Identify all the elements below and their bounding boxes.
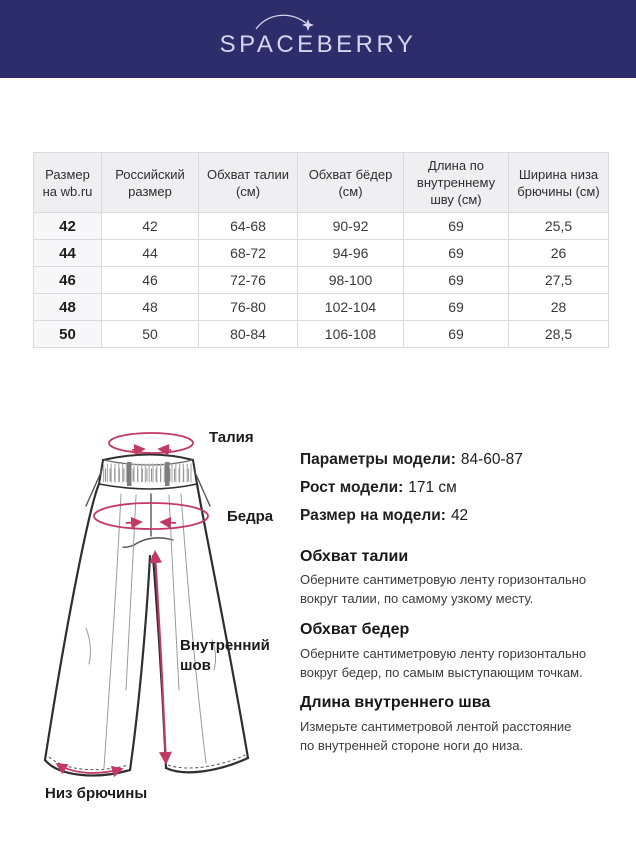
size-cell: 44: [34, 240, 102, 267]
table-row: [34, 321, 609, 348]
model-params-line: [300, 446, 630, 474]
hips-label: Бедра: [227, 508, 274, 525]
inseam-instruction-title: Длина внутреннего шва: [300, 694, 491, 711]
size-cell: 72-76: [199, 267, 298, 294]
waist-instruction-text: Оберните сантиметровую ленту горизонтально вокруг талии, по самому узкому месту.: [300, 572, 587, 606]
size-cell: 69: [404, 240, 509, 267]
model-size-line: [300, 502, 630, 530]
waist-label: Талия: [209, 429, 254, 446]
column-header-wb-size: Размер на wb.ru: [34, 153, 102, 213]
model-height-label: Рост модели:: [300, 479, 404, 496]
model-info-block: [300, 446, 630, 530]
hem-label: Низ брючины: [45, 785, 148, 802]
brand-banner: [0, 0, 636, 78]
size-cell: 50: [34, 321, 102, 348]
brand-logo: [220, 19, 417, 59]
column-header-ru-size: Российский размер: [102, 153, 199, 213]
size-cell: 90-92: [298, 213, 404, 240]
size-cell: 46: [34, 267, 102, 294]
size-cell: 69: [404, 294, 509, 321]
column-header-waist: Обхват талии (см): [199, 153, 298, 213]
size-cell: 42: [102, 213, 199, 240]
model-height-line: [300, 474, 630, 502]
size-cell: 44: [102, 240, 199, 267]
table-row: [34, 267, 609, 294]
model-params-label: Параметры модели:: [300, 451, 456, 468]
table-row: [34, 294, 609, 321]
size-table-body: [34, 213, 609, 348]
size-cell: 48: [102, 294, 199, 321]
inseam-label: Внутренний шов: [180, 637, 270, 674]
size-cell: 28,5: [509, 321, 609, 348]
model-params-value: 84-60-87: [460, 451, 523, 468]
column-header-inseam: Длина по внутреннему шву (см): [404, 153, 509, 213]
header-row: [34, 153, 609, 213]
brand-name: SPACEBERRY: [219, 31, 417, 58]
size-cell: 64-68: [199, 213, 298, 240]
model-height-value: 171 см: [408, 479, 457, 496]
shooting-star-icon: [252, 9, 318, 37]
size-cell: 28: [509, 294, 609, 321]
size-cell: 46: [102, 267, 199, 294]
size-cell: 27,5: [509, 267, 609, 294]
size-cell: 25,5: [509, 213, 609, 240]
size-cell: 68-72: [199, 240, 298, 267]
size-cell: 80-84: [199, 321, 298, 348]
column-header-hips: Обхват бёдер (см): [298, 153, 404, 213]
size-table: [33, 152, 609, 348]
inseam-instruction-text: Измерьте сантиметровой лентой расстояние по внутренней стороне ноги до низа.: [300, 719, 572, 753]
size-cell: 69: [404, 267, 509, 294]
model-size-value: 42: [450, 507, 469, 524]
pants-sketch: [10, 415, 290, 795]
size-cell: 98-100: [298, 267, 404, 294]
hips-instruction-title: Обхват бедер: [300, 621, 410, 638]
size-cell: 106-108: [298, 321, 404, 348]
size-cell: 48: [34, 294, 102, 321]
size-cell: 94-96: [298, 240, 404, 267]
table-row: [34, 240, 609, 267]
model-size-label: Размер на модели:: [300, 507, 446, 524]
size-cell: 69: [404, 213, 509, 240]
column-header-hem-width: Ширина низа брючины (см): [509, 153, 609, 213]
size-cell: 42: [34, 213, 102, 240]
size-table-header: [34, 153, 609, 213]
size-cell: 50: [102, 321, 199, 348]
hips-instruction-text: Оберните сантиметровую ленту горизонтально вокруг бедер, по самым выступающим точкам.: [300, 646, 587, 680]
size-cell: 102-104: [298, 294, 404, 321]
table-row: [34, 213, 609, 240]
size-cell: 69: [404, 321, 509, 348]
size-cell: 26: [509, 240, 609, 267]
size-cell: 76-80: [199, 294, 298, 321]
waist-instruction-title: Обхват талии: [300, 548, 409, 565]
